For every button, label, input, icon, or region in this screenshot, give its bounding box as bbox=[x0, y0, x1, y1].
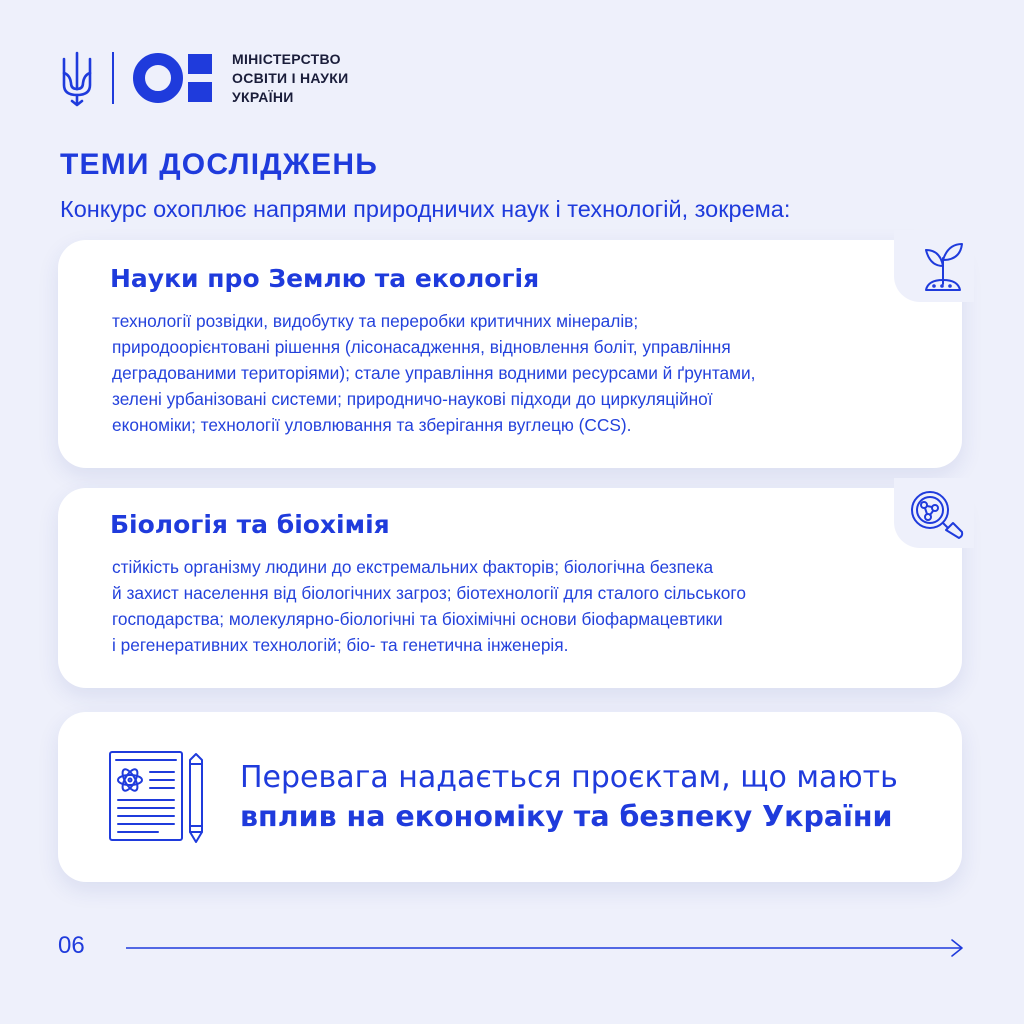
ministry-line-3: УКРАЇНИ bbox=[232, 88, 294, 105]
plant-sprout-icon bbox=[918, 236, 968, 292]
card-description-line: й захист населення від біологічних загроз; біотехнології для сталого сільського bbox=[112, 583, 746, 603]
card-description-line: економіки; технології уловлювання та зберігання вуглецю (CCS). bbox=[112, 415, 632, 435]
card-description-line: деградованими територіями); стале управління водними ресурсами й ґрунтами, bbox=[112, 363, 756, 383]
card-description bbox=[112, 554, 746, 658]
card-title: Науки про Землю та екологія bbox=[110, 264, 540, 293]
card-description-line: зелені урбанізовані системи; природничо-наукові підходи до циркуляційної bbox=[112, 389, 713, 409]
card-description-line: природоорієнтовані рішення (лісонасадження, відновлення боліт, управління bbox=[112, 337, 731, 357]
card-description-line: технології розвідки, видобутку та переробки критичних мінералів; bbox=[112, 311, 639, 331]
trident-icon bbox=[58, 49, 96, 107]
page-title: ТЕМИ ДОСЛІДЖЕНЬ bbox=[60, 148, 378, 181]
ministry-name bbox=[232, 50, 349, 107]
page-number: 06 bbox=[58, 932, 85, 959]
preference-text-emphasis: вплив на економіку та безпеку України bbox=[240, 800, 893, 833]
magnifier-molecule-icon bbox=[906, 486, 966, 542]
card-description-line: господарства; молекулярно-біологічні та біохімічні основи біофармацевтики bbox=[112, 609, 723, 629]
mon-logo-icon bbox=[132, 48, 216, 108]
card-description-line: і регенеративних технологій; біо- та генетична інженерія. bbox=[112, 635, 569, 655]
header-divider bbox=[112, 52, 114, 104]
card-description-line: стійкість організму людини до екстремальних факторів; біологічна безпека bbox=[112, 557, 714, 577]
arrow-right-icon bbox=[126, 938, 966, 958]
header bbox=[58, 46, 349, 110]
ministry-line-1: МІНІСТЕРСТВО bbox=[232, 50, 341, 67]
card-description bbox=[112, 308, 755, 438]
page-subtitle: Конкурс охоплює напрями природничих наук і технологій, зокрема: bbox=[60, 196, 791, 222]
research-document-pencil-icon bbox=[108, 750, 204, 846]
card-title: Біологія та біохімія bbox=[110, 510, 390, 539]
ministry-line-2: ОСВІТИ І НАУКИ bbox=[232, 69, 349, 86]
preference-text: Перевага надається проєктам, що мають bbox=[240, 760, 898, 795]
